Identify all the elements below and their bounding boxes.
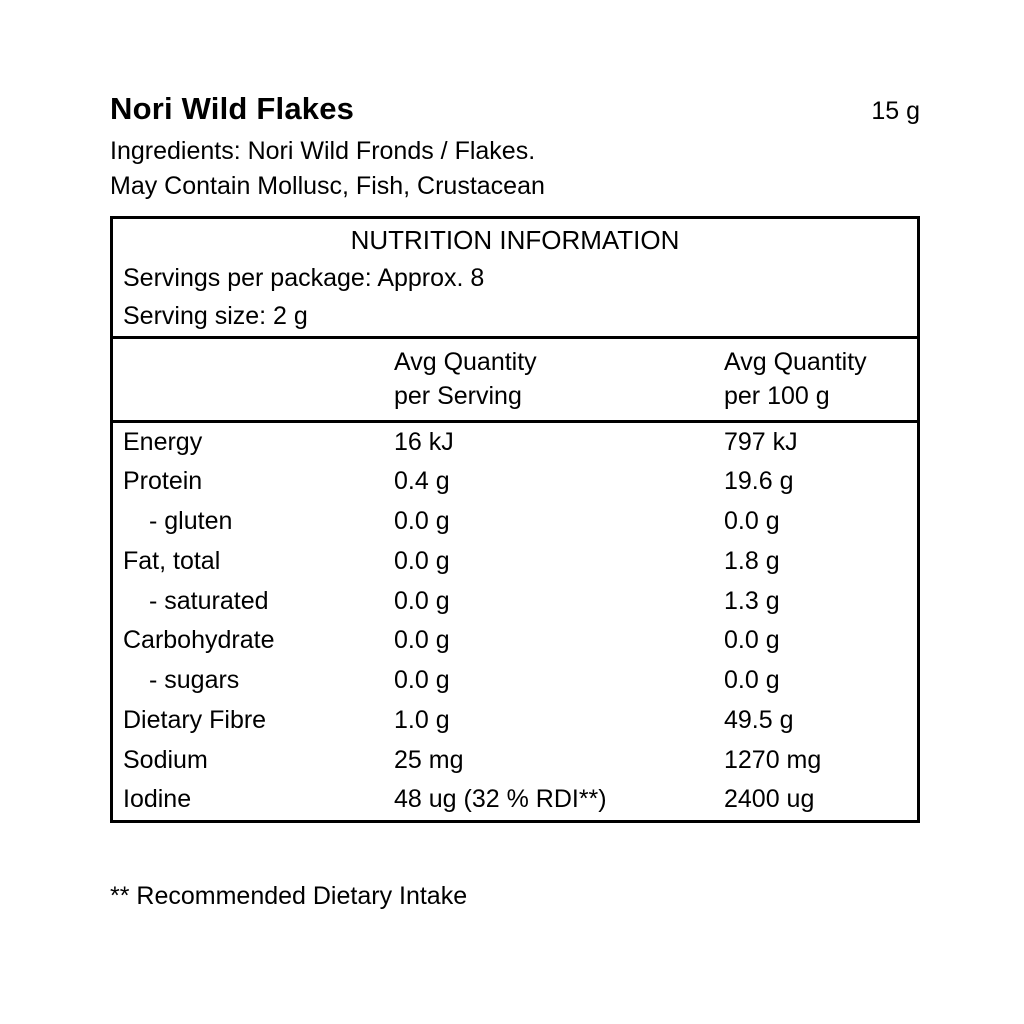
nutrient-per-100g: 2400 ug [724, 785, 815, 814]
nutrition-table-body [113, 421, 917, 820]
nutrient-per-serving: 0.0 g [394, 546, 450, 575]
label-header [110, 92, 922, 203]
title-row [110, 92, 922, 126]
nutrient-per-serving: 25 mg [394, 745, 464, 774]
nutrient-name: Protein [123, 467, 203, 496]
nutrient-per-100g: 0.0 g [724, 666, 780, 695]
nutrient-per-serving: 0.4 g [394, 467, 450, 496]
ingredients-line-1: Ingredients: Nori Wild Fronds / Flakes. [110, 137, 536, 166]
nutrient-per-100g: 1.3 g [724, 586, 780, 615]
servings-per-package: Servings per package: Approx. 8 [123, 264, 485, 293]
nutrient-per-serving: 1.0 g [394, 705, 450, 734]
ingredients-block [110, 134, 870, 203]
table-row [113, 741, 917, 781]
footnote-rdi: ** Recommended Dietary Intake [110, 882, 468, 910]
allergen-line: May Contain Mollusc, Fish, Crustacean [110, 171, 545, 200]
page-title: Nori Wild Flakes [110, 91, 355, 126]
nutrient-name: Fat, total [123, 546, 221, 575]
nutrition-information-panel [110, 216, 920, 823]
nutrient-per-serving: 0.0 g [394, 586, 450, 615]
nutrient-per-serving: 0.0 g [394, 666, 450, 695]
serving-size: Serving size: 2 g [123, 301, 308, 330]
nutrient-per-100g: 1.8 g [724, 546, 780, 575]
nutrient-per-100g: 49.5 g [724, 705, 794, 734]
nutrition-table [113, 339, 917, 821]
column-header-per-100g [724, 339, 917, 422]
nutrient-name: - saturated [149, 586, 269, 615]
nutrition-table-head [113, 339, 917, 422]
column-header-per-serving-line-2: per Serving [394, 382, 522, 411]
net-weight: 15 g [871, 97, 920, 125]
column-header-per-100g-line-1: Avg Quantity [724, 347, 867, 376]
table-row [113, 780, 917, 820]
nutrient-per-serving: 16 kJ [394, 427, 454, 456]
nutrient-per-serving: 0.0 g [394, 507, 450, 536]
nutrient-name: Dietary Fibre [123, 705, 267, 734]
table-row [113, 542, 917, 582]
nutrient-name: - gluten [149, 507, 233, 536]
nutrient-name: Carbohydrate [123, 626, 275, 655]
nutrient-name: - sugars [149, 666, 240, 695]
column-header-per-100g-line-2: per 100 g [724, 382, 830, 411]
column-header-nutrient [113, 339, 394, 422]
table-row [113, 582, 917, 622]
column-header-per-serving [394, 339, 724, 422]
table-row [113, 462, 917, 502]
table-row [113, 502, 917, 542]
nutrient-per-100g: 1270 mg [724, 745, 822, 774]
nutrient-per-serving: 48 ug (32 % RDI**) [394, 785, 607, 814]
nutrient-name: Energy [123, 427, 203, 456]
nutrient-per-100g: 19.6 g [724, 467, 794, 496]
nutrient-per-100g: 0.0 g [724, 626, 780, 655]
nutrient-name: Sodium [123, 745, 208, 774]
panel-title: NUTRITION INFORMATION [350, 225, 680, 255]
table-row [113, 661, 917, 701]
nutrient-per-100g: 797 kJ [724, 427, 798, 456]
nutrient-per-100g: 0.0 g [724, 507, 780, 536]
nutrient-name: Iodine [123, 785, 192, 814]
table-row [113, 621, 917, 661]
table-header-row [113, 339, 917, 422]
table-row [113, 701, 917, 741]
column-header-per-serving-line-1: Avg Quantity [394, 347, 537, 376]
nutrient-per-serving: 0.0 g [394, 626, 450, 655]
table-row [113, 421, 917, 462]
